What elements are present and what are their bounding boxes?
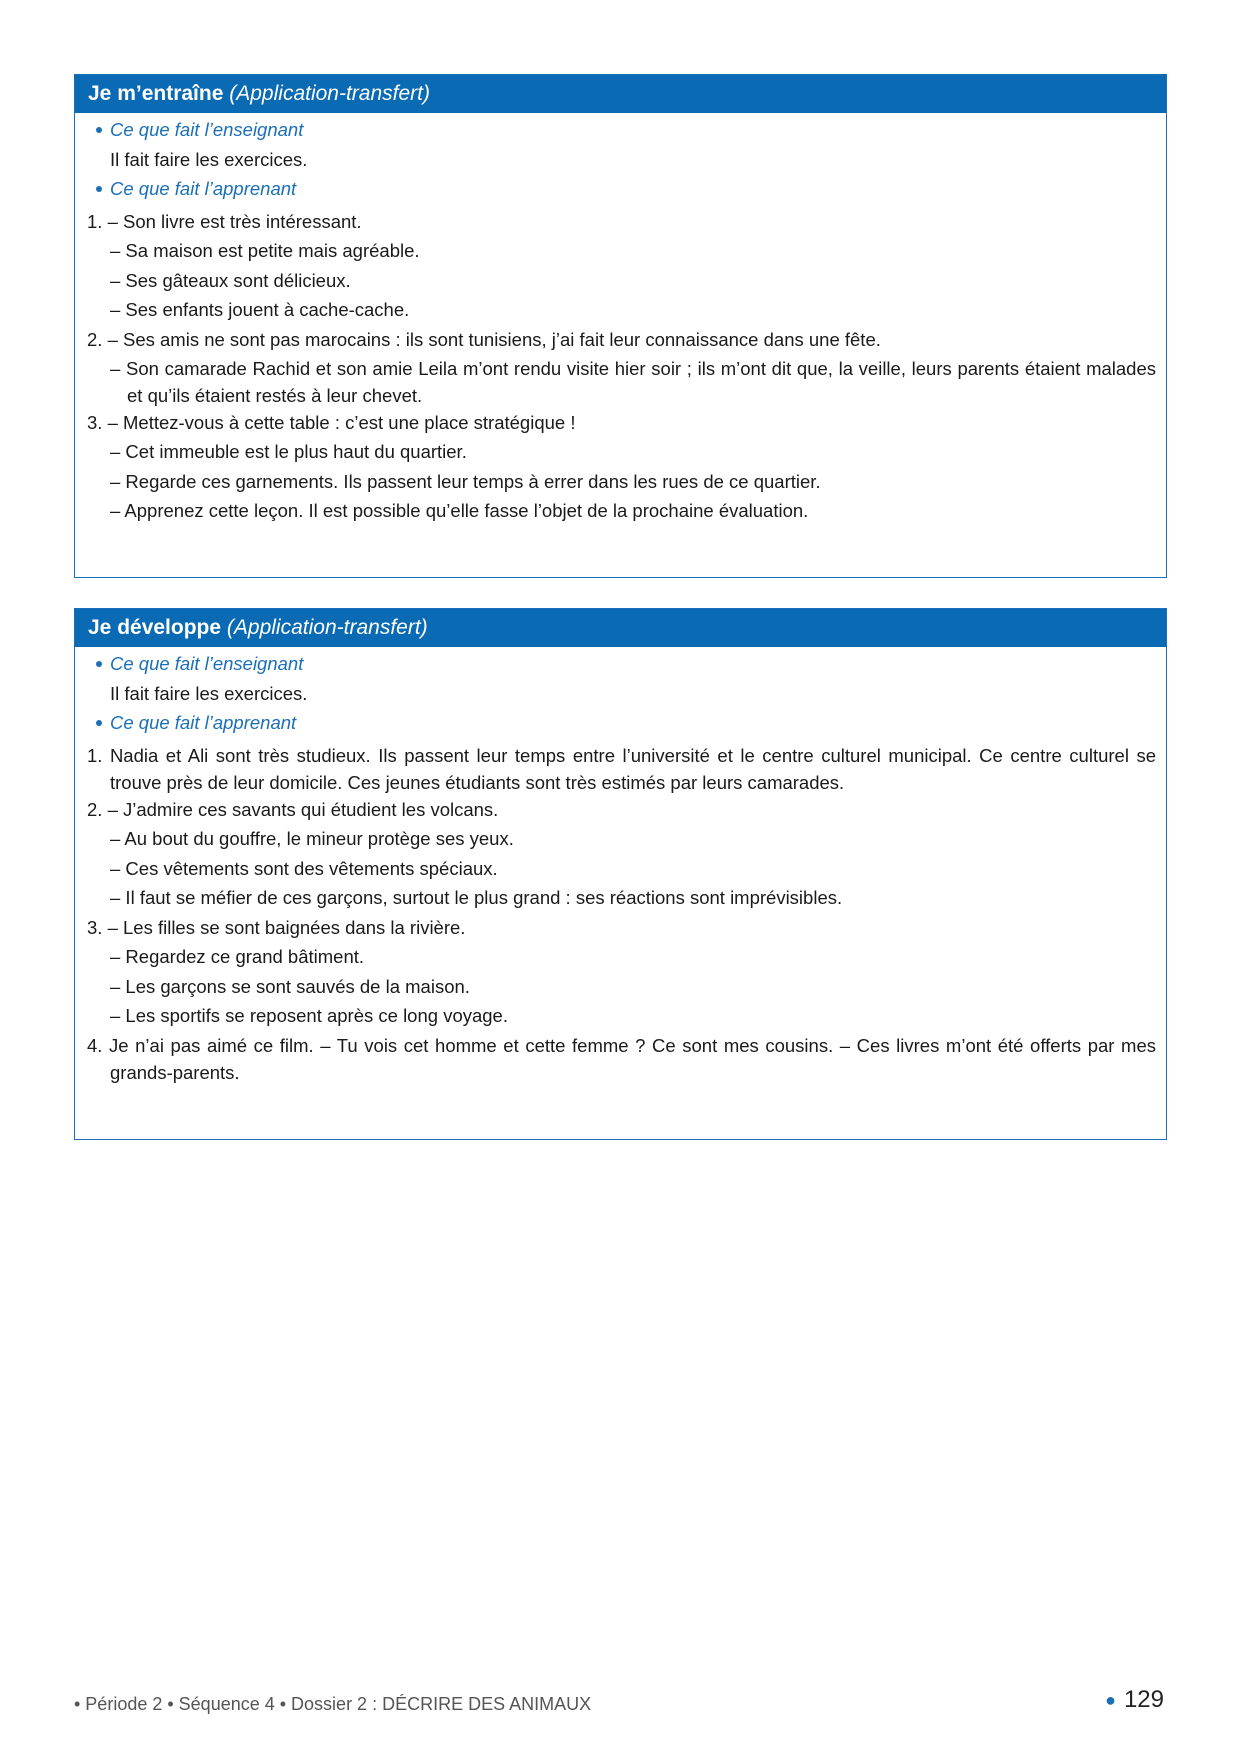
section-title: Je développe xyxy=(88,616,222,639)
exercise-line: – Son camarade Rachid et son amie Leila m’ont rendu visite hier soir ; ils m’ont dit que, la veille, leurs parents étaient malades et qu’ils étaient restés à leur chevet. xyxy=(110,358,1156,406)
teacher-heading xyxy=(96,650,1166,677)
exercise-line: – Ces vêtements sont des vêtements spéciaux. xyxy=(110,858,498,879)
bullet-icon xyxy=(96,186,102,192)
learner-label: Ce que fait l’apprenant xyxy=(110,712,297,733)
exercise-line: – Au bout du gouffre, le mineur protège ses yeux. xyxy=(110,828,514,849)
bullet-icon xyxy=(96,127,102,133)
teacher-label: Ce que fait l’enseignant xyxy=(110,653,304,674)
page-footer: • Période 2 • Séquence 4 • Dossier 2 : DÉCRIRE DES ANIMAUX xyxy=(74,1694,592,1714)
exercise-line: – Il faut se méfier de ces garçons, surtout le plus grand : ses réactions sont imprévisibles. xyxy=(110,887,843,908)
learner-label: Ce que fait l’apprenant xyxy=(110,178,297,199)
learner-heading xyxy=(96,709,1166,736)
learner-heading xyxy=(96,175,1166,202)
bullet-icon xyxy=(96,661,102,667)
exercise-line: 4. Je n’ai pas aimé ce film. – Tu vois cet homme et cette femme ? Ce sont mes cousins. – Ces livres m’ont été offerts par mes grands-parents. xyxy=(87,1035,1156,1083)
exercise-line: – Regarde ces garnements. Ils passent leur temps à errer dans les rues de ce quartier. xyxy=(110,471,821,492)
exercise-line: 2. – Ses amis ne sont pas marocains : ils sont tunisiens, j’ai fait leur connaissance dans une fête. xyxy=(87,329,881,350)
teacher-label: Ce que fait l’enseignant xyxy=(110,119,304,140)
teacher-heading xyxy=(96,116,1166,143)
teacher-text: Il fait faire les exercices. xyxy=(110,683,308,704)
exercise-line: – Ses gâteaux sont délicieux. xyxy=(110,270,351,291)
exercise-line: – Sa maison est petite mais agréable. xyxy=(110,240,420,261)
exercise-line: – Regardez ce grand bâtiment. xyxy=(110,946,365,967)
section-header xyxy=(75,75,1166,113)
page-number xyxy=(1105,1686,1164,1714)
exercise-line: – Cet immeuble est le plus haut du quartier. xyxy=(110,441,467,462)
exercise-line: 1. – Son livre est très intéressant. xyxy=(87,211,362,232)
section-subtitle: (Application-transfert) xyxy=(226,616,428,639)
exercise-line: – Les sportifs se reposent après ce long voyage. xyxy=(110,1005,508,1026)
section-header xyxy=(75,609,1166,647)
exercise-line: 3. – Mettez-vous à cette table : c’est une place stratégique ! xyxy=(87,412,576,433)
exercise-line: 3. – Les filles se sont baignées dans la rivière. xyxy=(87,917,466,938)
bullet-icon: ● xyxy=(1105,1690,1116,1711)
exercise-line: – Apprenez cette leçon. Il est possible qu’elle fasse l’objet de la prochaine évaluation. xyxy=(110,500,809,521)
page-number-value: 129 xyxy=(1123,1686,1164,1713)
exercise-line: – Ses enfants jouent à cache-cache. xyxy=(110,299,410,320)
exercise-line: 1. Nadia et Ali sont très studieux. Ils passent leur temps entre l’université et le centre culturel municipal. Ce centre culturel se trouve près de leur domicile. Ces jeunes étudiants sont très estimés par leurs camarades. xyxy=(87,745,1156,793)
exercise-line: – Les garçons se sont sauvés de la maison. xyxy=(110,976,470,997)
section-je-mentraine xyxy=(74,74,1167,578)
section-title: Je m’entraîne xyxy=(88,82,224,105)
teacher-text: Il fait faire les exercices. xyxy=(110,149,308,170)
bullet-icon xyxy=(96,720,102,726)
section-je-developpe xyxy=(74,608,1167,1140)
section-subtitle: (Application-transfert) xyxy=(229,82,430,105)
exercise-line: 2. – J’admire ces savants qui étudient les volcans. xyxy=(87,799,499,820)
